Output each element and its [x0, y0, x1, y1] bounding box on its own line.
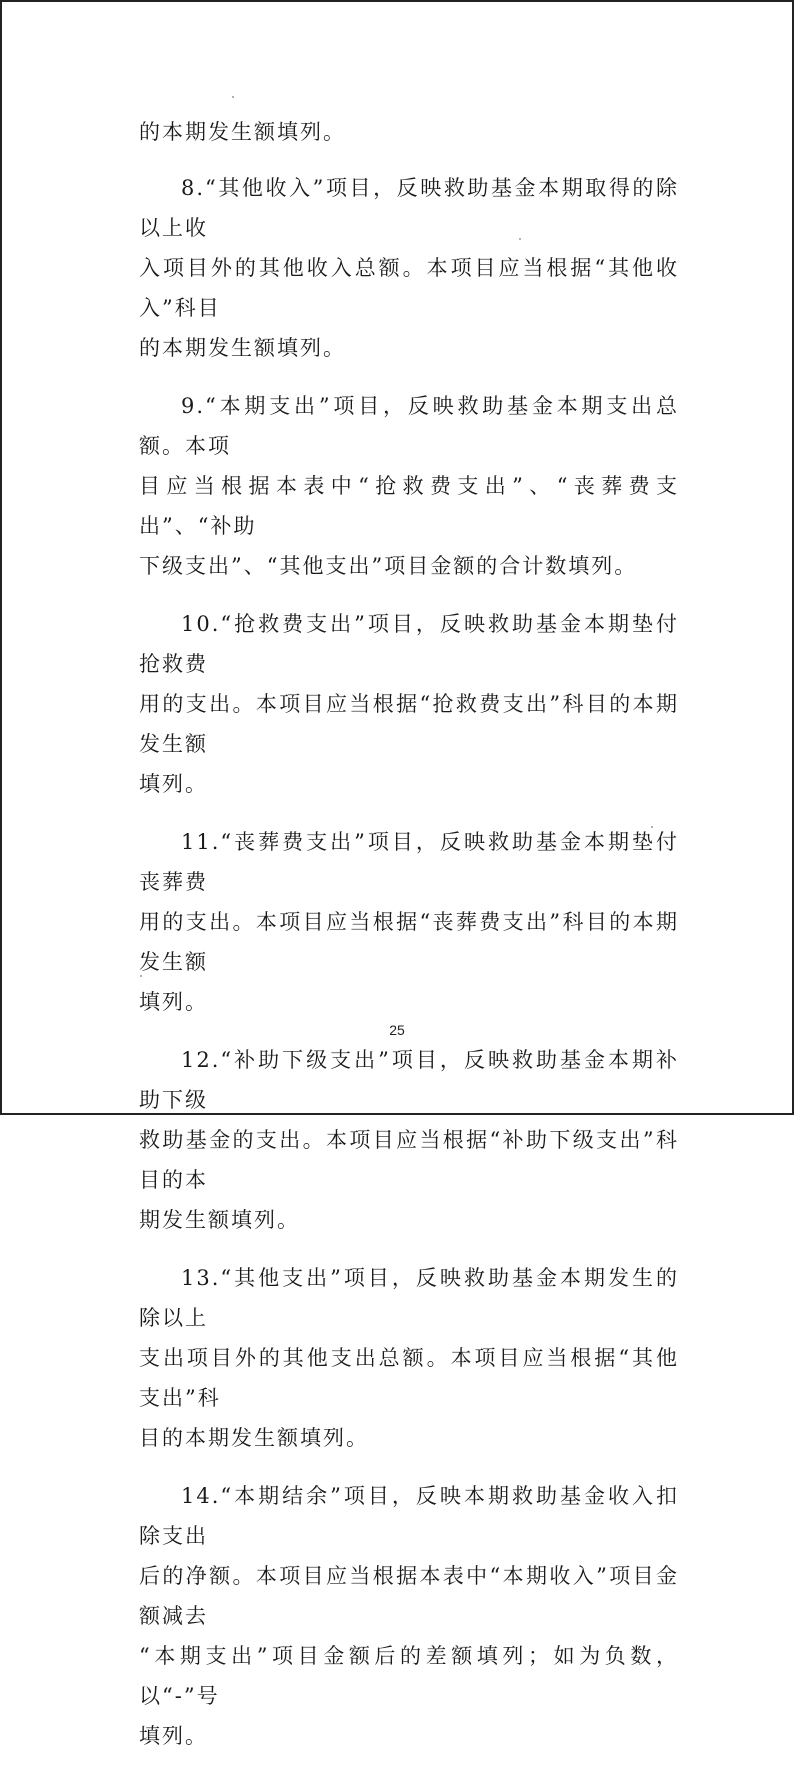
paragraph-item-11: 11.“丧葬费支出”项目，反映救助基金本期垫付丧葬费 用的支出。本项目应当根据“丧葬费支出”科目的本期发生额 填列。 — [139, 830, 679, 1014]
scan-speck — [232, 96, 234, 98]
paragraph-item-8: 8.“其他收入”项目，反映救助基金本期取得的除以上收 入项目外的其他收入总额。本项目应当根据“其他收入”科目 的本期发生额填列。 — [139, 176, 679, 360]
paragraph-continuation: 的本期发生额填列。 — [139, 120, 346, 144]
scan-speck — [651, 826, 653, 828]
page-number: 25 — [389, 1022, 405, 1038]
paragraph-item-10: 10.“抢救费支出”项目，反映救助基金本期垫付抢救费 用的支出。本项目应当根据“抢救费支出”科目的本期发生额 填列。 — [139, 612, 679, 796]
paragraph-item-12: 12.“补助下级支出”项目，反映救助基金本期补助下级 救助基金的支出。本项目应当根据“补助下级支出”科目的本 期发生额填列。 — [139, 1048, 679, 1232]
paragraph-item-14: 14.“本期结余”项目，反映本期救助基金收入扣除支出 后的净额。本项目应当根据本表中“本期收入”项目金额减去 “本期支出”项目金额后的差额填列；如为负数，以“-”号 填列。 — [139, 1484, 679, 1748]
scan-speck — [140, 975, 142, 977]
document-body — [139, 112, 679, 1774]
page-border-top — [0, 0, 794, 2]
paragraph-item-9: 9.“本期支出”项目，反映救助基金本期支出总额。本项 目应当根据本表中“抢救费支出”、“丧葬费支出”、“补助 下级支出”、“其他支出”项目金额的合计数填列。 — [139, 394, 679, 578]
page-border-left — [0, 0, 2, 1115]
scan-speck — [519, 238, 521, 240]
paragraph-item-13: 13.“其他支出”项目，反映救助基金本期发生的除以上 支出项目外的其他支出总额。本项目应当根据“其他支出”科 目的本期发生额填列。 — [139, 1266, 679, 1450]
